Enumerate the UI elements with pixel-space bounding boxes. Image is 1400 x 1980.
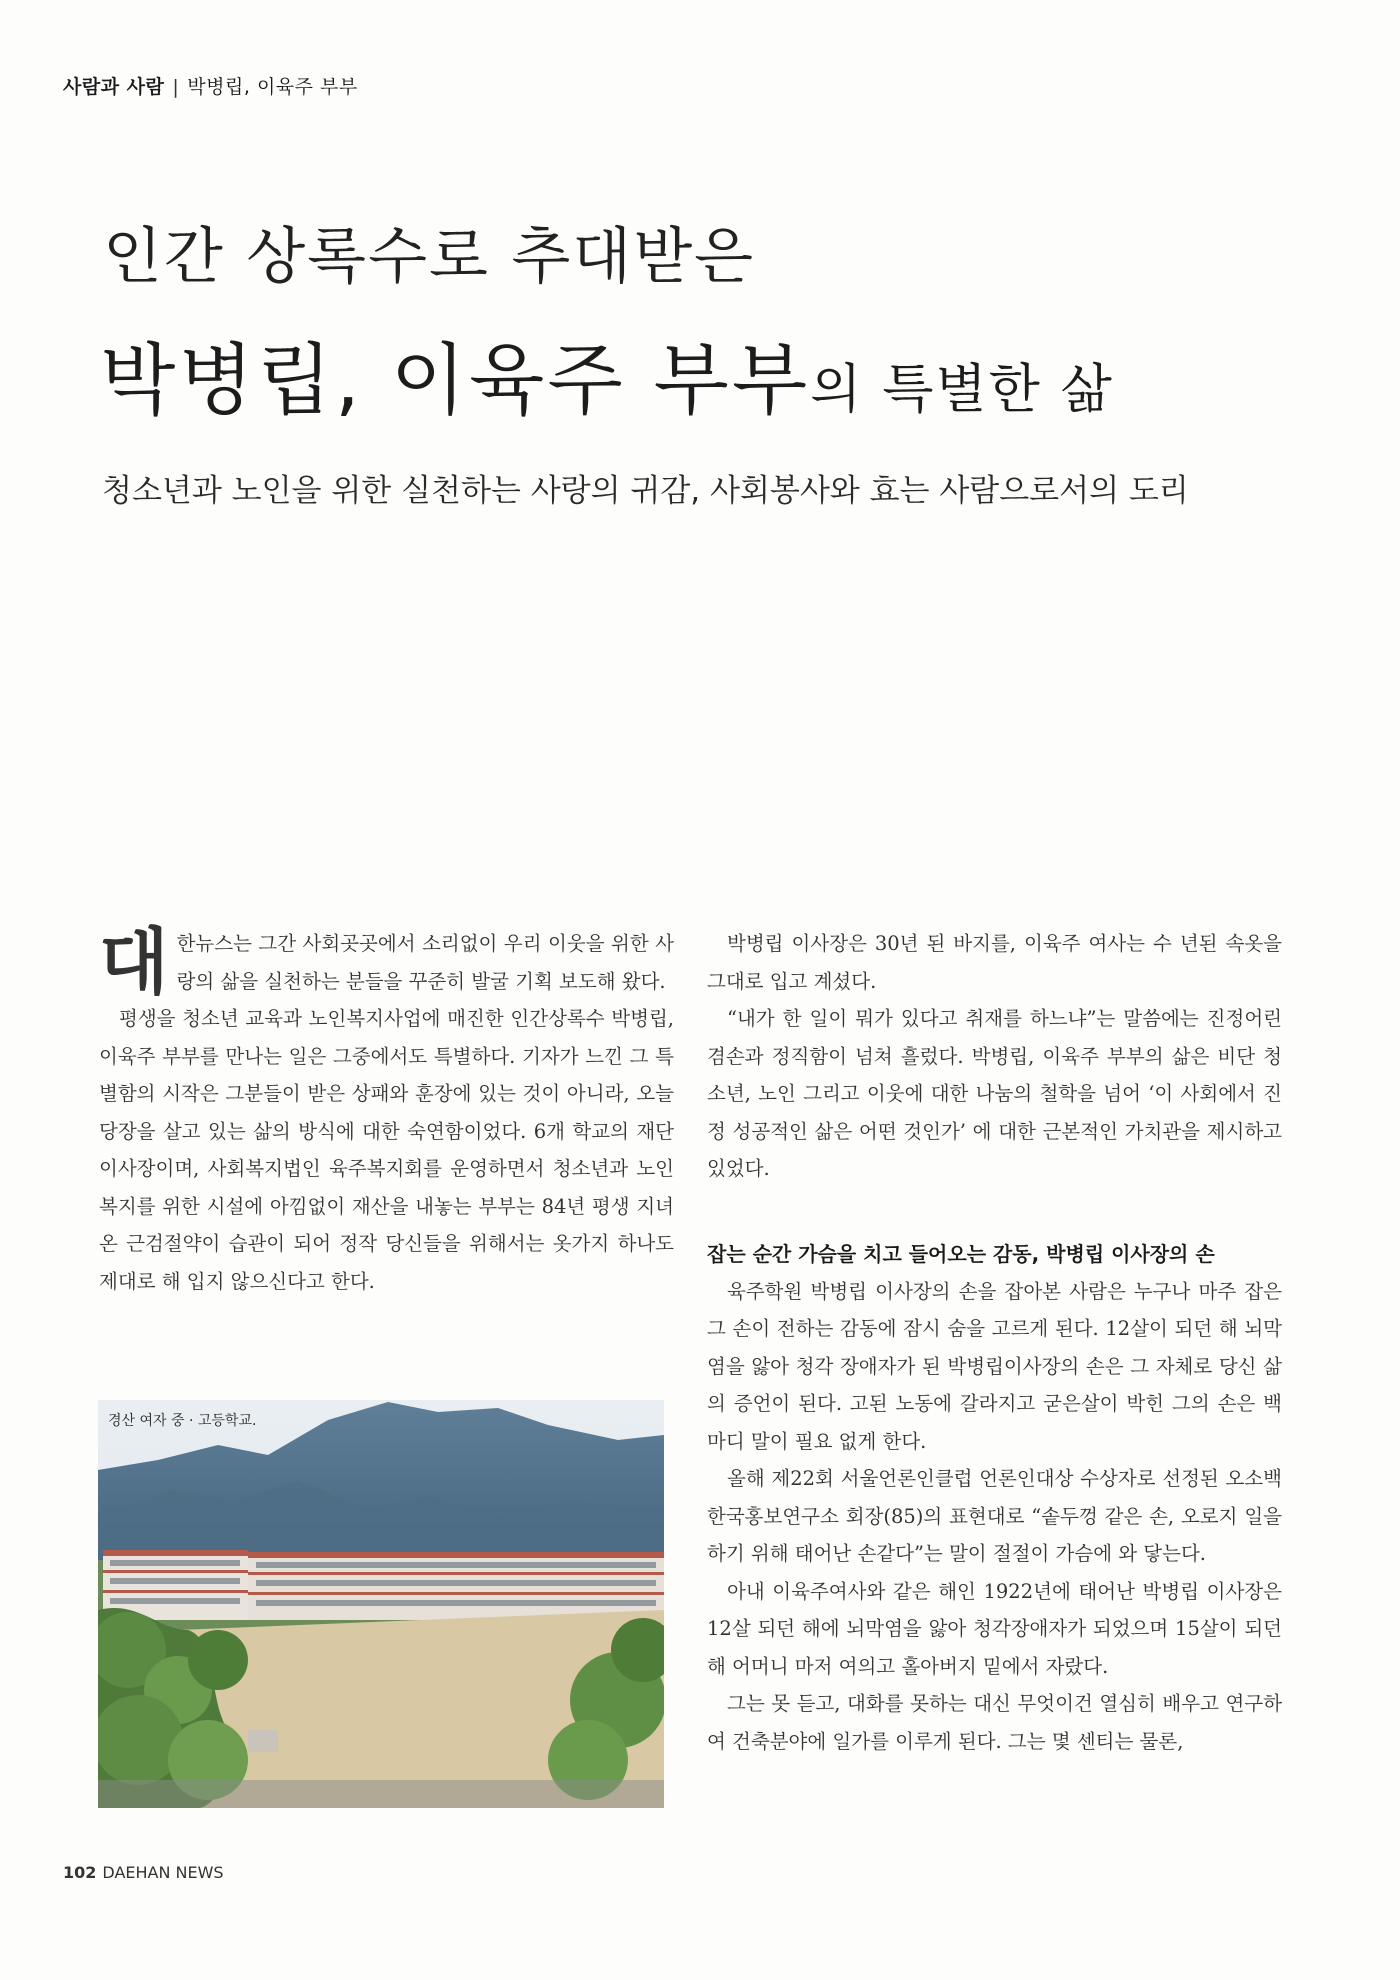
header-separator: |	[172, 76, 180, 98]
page-number: 102	[63, 1863, 97, 1882]
school-photo-image	[98, 1400, 664, 1808]
headline-tail: 의 특별한 삶	[810, 359, 1114, 420]
section-header	[63, 72, 358, 99]
headline-line-2	[100, 318, 1114, 430]
article-paragraph: 박병립 이사장은 30년 된 바지를, 이육주 여사는 수 년된 속옷을 그대로 입고 계셨다.	[707, 932, 1282, 993]
article-paragraph: 아내 이육주여사와 같은 해인 1922년에 태어난 박병립 이사장은 12살 되던 해에 뇌막염을 앓아 청각장애자가 되었으며 15살이 되던 해 어머니 마저 여의고 홀아버지 밑에서 자랐다.	[707, 1579, 1282, 1678]
photo-caption: 경산 여자 중 · 고등학교.	[108, 1413, 257, 1429]
headline-main: 박병립, 이육주 부부	[100, 336, 811, 426]
article-paragraph: 평생을 청소년 교육과 노인복지사업에 매진한 인간상록수 박병립, 이육주 부부를 만나는 일은 그중에서도 특별하다. 기자가 느낀 그 특별함의 시작은 그분들이 받은 상패와 훈장에 있는 것이 아니라, 오늘 당장을 살고 있는 삶의 방식에 대한 숙연함이었다. 6개 학교의 재단이사장이며, 사회복지법인 육주복지회를 운영하면서 청소년과 노인복지를 위한 시설에 아낌없이 재산을 내놓는 부부는 84년 평생 지녀온 근검절약이 습관이 되어 정작 당신들을 위해서는 옷가지 하나도 제대로 해 입지 않으신다고 한다.	[99, 1007, 674, 1293]
subheadline: 청소년과 노인을 위한 실천하는 사랑의 귀감, 사회봉사와 효는 사람으로서의 도리	[102, 473, 1189, 509]
paragraph-text: 한뉴스는 그간 사회곳곳에서 소리없이 우리 이웃을 위한 사랑의 삶을 실천하는 분들을 꾸준히 발굴 기획 보도해 왔다.	[176, 932, 674, 993]
drop-cap: 대	[99, 919, 169, 1004]
article-paragraph: 올해 제22회 서울언론인클럽 언론인대상 수상자로 선정된 오소백 한국홍보연구소 회장(85)의 표현대로 “솥두껑 같은 손, 오로지 일을 하기 위해 태어난 손같다”는 말이 절절이 가슴에 와 닿는다.	[707, 1467, 1282, 1565]
headline-line-1: 인간 상록수로 추대받은	[103, 221, 756, 292]
article-paragraph: 육주학원 박병립 이사장의 손을 잡아본 사람은 누구나 마주 잡은 그 손이 전하는 감동에 잠시 숨을 고르게 된다. 12살이 되던 해 뇌막염을 앓아 청각 장애자가 된 박병립이사장의 손은 그 자체로 당신 삶의 증언이 된다. 고된 노동에 갈라지고 굳은살이 박힌 그의 손은 백마디 말이 필요 없게 한다.	[707, 1279, 1282, 1453]
article-paragraph: “내가 한 일이 뭐가 있다고 취재를 하느냐”는 말씀에는 진정어린 겸손과 정직함이 넘쳐 흘렀다. 박병립, 이육주 부부의 삶은 비단 청소년, 노인 그리고 이웃에 대한 나눔의 철학을 넘어 ‘이 사회에서 진정 성공적인 삶은 어떤 것인가’ 에 대한 근본적인 가치관을 제시하고 있었다.	[707, 1007, 1282, 1180]
school-photo	[98, 1400, 664, 1808]
section-name: 사람과 사람	[63, 76, 165, 98]
article-column-right	[707, 925, 1282, 1760]
section-topic: 박병립, 이육주 부부	[187, 76, 358, 98]
subsection-heading: 잡는 순간 가슴을 치고 들어오는 감동, 박병립 이사장의 손	[707, 1241, 1215, 1266]
publication-name: DAEHAN NEWS	[102, 1863, 224, 1882]
article-paragraph: 그는 못 듣고, 대화를 못하는 대신 무엇이건 열심히 배우고 연구하여 건축분야에 일가를 이루게 된다. 그는 몇 센티는 물론,	[707, 1692, 1282, 1753]
article-column-left	[99, 919, 674, 1300]
page-footer	[63, 1863, 224, 1882]
article-paragraph	[99, 919, 674, 1004]
